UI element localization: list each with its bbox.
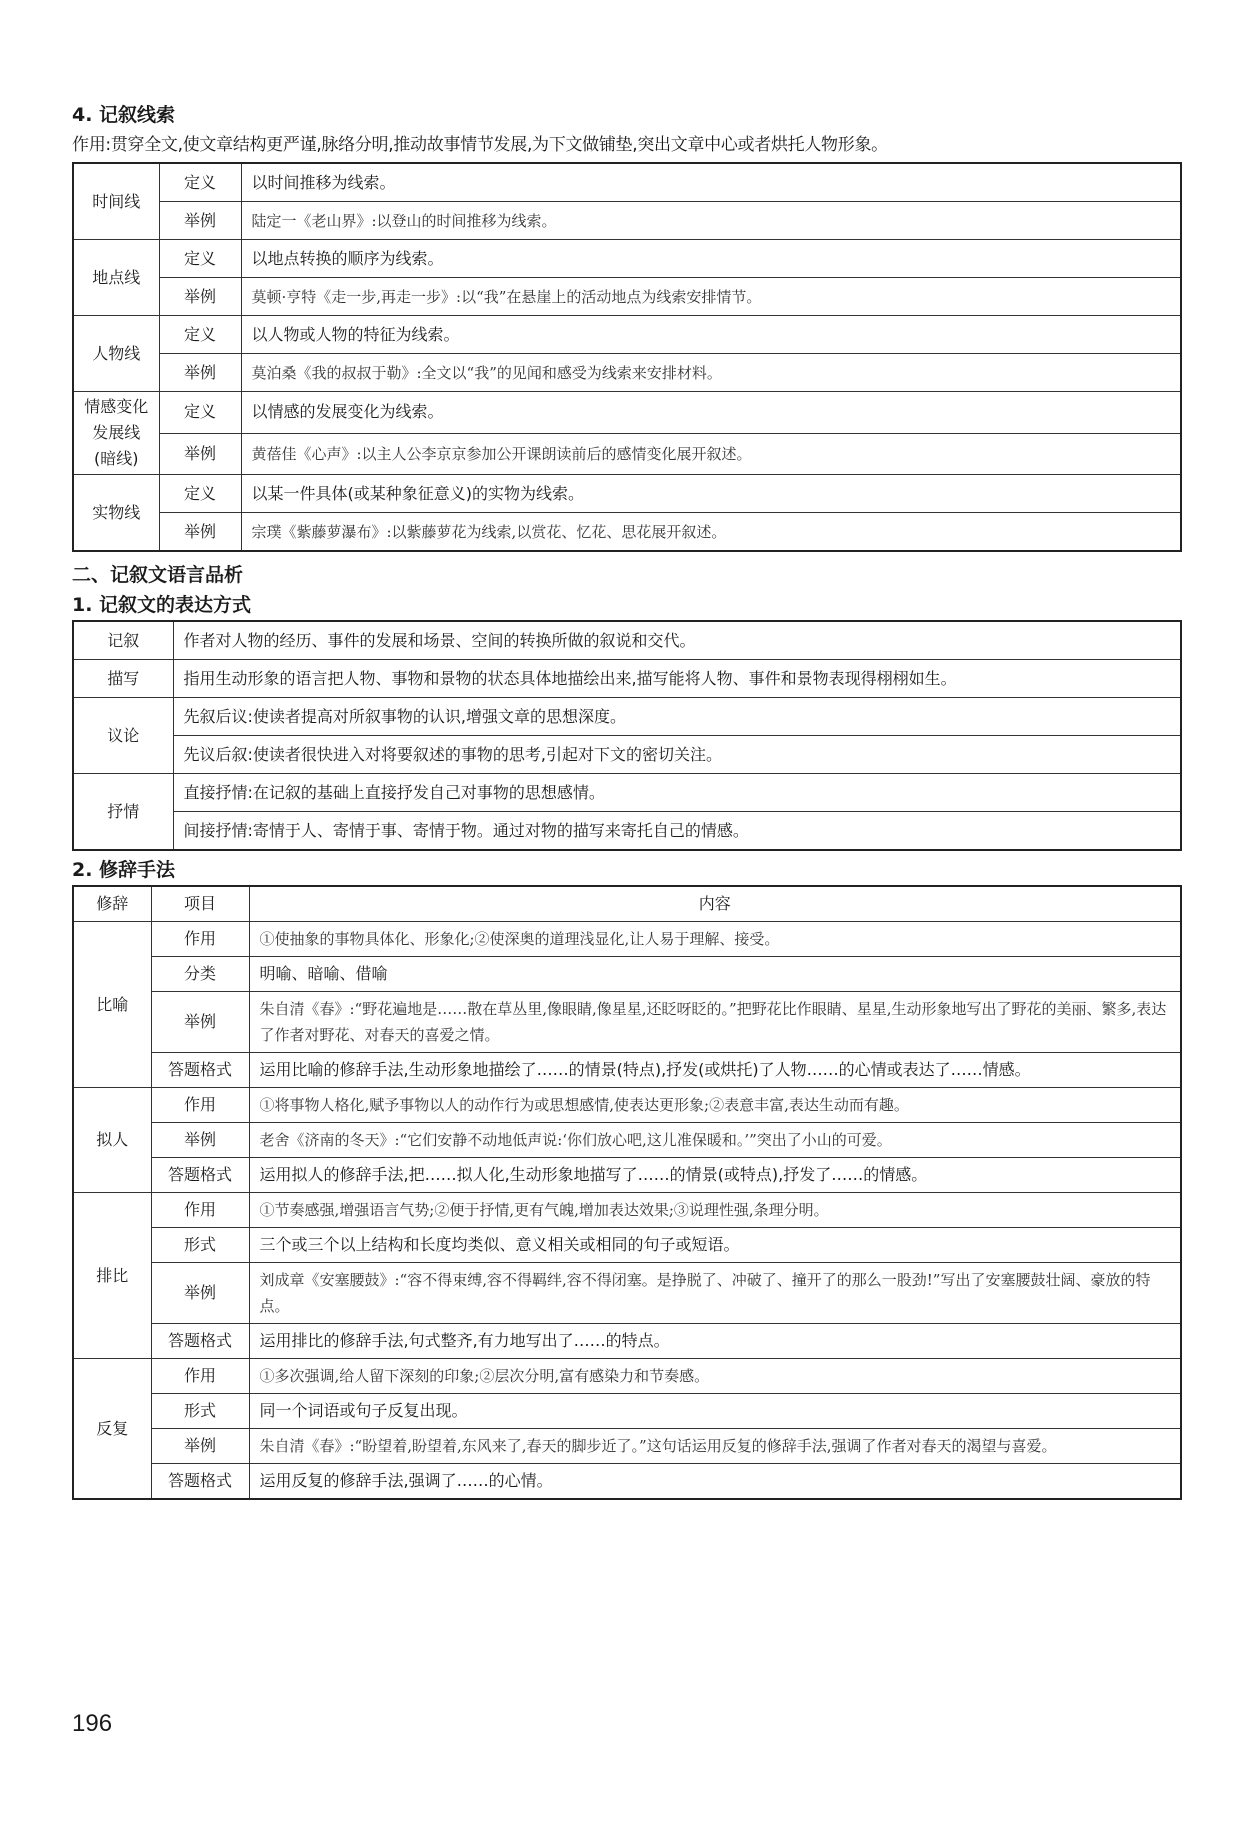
item-text: ①节奏感强,增强语言气势;②便于抒情,更有气魄,增加表达效果;③说理性强,条理分明。 xyxy=(249,1193,1181,1228)
definition-label: 定义 xyxy=(159,316,241,354)
item-label: 举例 xyxy=(151,1429,249,1464)
cell-text: 指用生动形象的语言把人物、事物和景物的状态具体地描绘出来,描写能将人物、事件和景物表现得栩栩如生。 xyxy=(173,660,1181,698)
cell-label: 记叙 xyxy=(73,621,173,660)
rhetoric-name: 拟人 xyxy=(73,1088,151,1193)
table-row xyxy=(73,1228,1181,1263)
item-text: 刘成章《安塞腰鼓》:“容不得束缚,容不得羁绊,容不得闭塞。是挣脱了、冲破了、撞开了的那么一股劲!”写出了安塞腰鼓壮阔、豪放的特点。 xyxy=(249,1263,1181,1324)
table-row xyxy=(73,1053,1181,1088)
example-label: 举例 xyxy=(159,433,241,475)
cell-text: 直接抒情:在记叙的基础上直接抒发自己对事物的思想感情。 xyxy=(173,774,1181,812)
item-label: 答题格式 xyxy=(151,1324,249,1359)
item-label: 举例 xyxy=(151,1263,249,1324)
definition-label: 定义 xyxy=(159,475,241,513)
table-row xyxy=(73,1263,1181,1324)
table-row xyxy=(73,1429,1181,1464)
part2-title: 二、记叙文语言品析 xyxy=(72,564,244,586)
item-text: 运用拟人的修辞手法,把……拟人化,生动形象地描写了……的情景(或特点),抒发了……的情感。 xyxy=(249,1158,1181,1193)
section-heading-clues: 4. 记叙线索 xyxy=(72,104,176,126)
cell-text: 间接抒情:寄情于人、寄情于事、寄情于物。通过对物的描写来寄托自己的情感。 xyxy=(173,812,1181,851)
cell-text: 先叙后议:使读者提高对所叙事物的认识,增强文章的思想深度。 xyxy=(173,698,1181,736)
definition-label: 定义 xyxy=(159,240,241,278)
definition-text: 以时间推移为线索。 xyxy=(241,163,1181,202)
example-label: 举例 xyxy=(159,278,241,316)
table-row xyxy=(73,992,1181,1053)
rhetoric-name: 比喻 xyxy=(73,922,151,1088)
item-text: 运用反复的修辞手法,强调了……的心情。 xyxy=(249,1464,1181,1500)
example-label: 举例 xyxy=(159,513,241,552)
item-label: 答题格式 xyxy=(151,1464,249,1500)
table-row xyxy=(73,812,1181,851)
clue-category: 人物线 xyxy=(73,316,159,392)
cell-label: 描写 xyxy=(73,660,173,698)
table-row xyxy=(73,1088,1181,1123)
table-row xyxy=(73,922,1181,957)
header-content: 内容 xyxy=(249,886,1181,922)
item-label: 作用 xyxy=(151,922,249,957)
table-row xyxy=(73,1394,1181,1429)
definition-text: 以人物或人物的特征为线索。 xyxy=(241,316,1181,354)
table-row xyxy=(73,1359,1181,1394)
item-label: 作用 xyxy=(151,1088,249,1123)
item-text: 运用排比的修辞手法,句式整齐,有力地写出了……的特点。 xyxy=(249,1324,1181,1359)
example-text: 宗璞《紫藤萝瀑布》:以紫藤萝花为线索,以赏花、忆花、思花展开叙述。 xyxy=(241,513,1181,552)
example-text: 莫泊桑《我的叔叔于勒》:全文以“我”的见闻和感受为线索来安排材料。 xyxy=(241,354,1181,392)
rhetoric-table xyxy=(72,885,1182,1500)
item-label: 形式 xyxy=(151,1228,249,1263)
table-row xyxy=(73,621,1181,660)
example-text: 莫顿·亨特《走一步,再走一步》:以“我”在悬崖上的活动地点为线索安排情节。 xyxy=(241,278,1181,316)
example-text: 黄蓓佳《心声》:以主人公李京京参加公开课朗读前后的感情变化展开叙述。 xyxy=(241,433,1181,475)
item-text: ①多次强调,给人留下深刻的印象;②层次分明,富有感染力和节奏感。 xyxy=(249,1359,1181,1394)
definition-text: 以情感的发展变化为线索。 xyxy=(241,392,1181,434)
clue-category: 实物线 xyxy=(73,475,159,552)
definition-label: 定义 xyxy=(159,392,241,434)
clue-category: 地点线 xyxy=(73,240,159,316)
definition-text: 以地点转换的顺序为线索。 xyxy=(241,240,1181,278)
example-label: 举例 xyxy=(159,202,241,240)
table-row xyxy=(73,240,1181,278)
table-row xyxy=(73,1464,1181,1500)
table-row xyxy=(73,957,1181,992)
cell-label: 抒情 xyxy=(73,774,173,851)
clues-intro: 作用:贯穿全文,使文章结构更严谨,脉络分明,推动故事情节发展,为下文做铺垫,突出文章中心或者烘托人物形象。 xyxy=(72,135,888,155)
rhetoric-heading: 2. 修辞手法 xyxy=(72,859,176,881)
table-row xyxy=(73,513,1181,552)
rhetoric-name: 反复 xyxy=(73,1359,151,1500)
table-row xyxy=(73,316,1181,354)
expression-table xyxy=(72,620,1182,851)
table-row xyxy=(73,433,1181,475)
table-row xyxy=(73,1123,1181,1158)
item-label: 答题格式 xyxy=(151,1053,249,1088)
cell-text: 作者对人物的经历、事件的发展和场景、空间的转换所做的叙说和交代。 xyxy=(173,621,1181,660)
page-content xyxy=(72,100,1182,1500)
clue-category: 情感变化 发展线 (暗线) xyxy=(73,392,159,475)
item-text: 运用比喻的修辞手法,生动形象地描绘了……的情景(特点),抒发(或烘托)了人物……的心情或表达了……情感。 xyxy=(249,1053,1181,1088)
cell-label: 议论 xyxy=(73,698,173,774)
table-row xyxy=(73,736,1181,774)
table-header-row xyxy=(73,886,1181,922)
table-row xyxy=(73,202,1181,240)
item-label: 分类 xyxy=(151,957,249,992)
item-label: 举例 xyxy=(151,1123,249,1158)
table-row xyxy=(73,1193,1181,1228)
table-row xyxy=(73,163,1181,202)
item-label: 形式 xyxy=(151,1394,249,1429)
table-row xyxy=(73,660,1181,698)
definition-text: 以某一件具体(或某种象征意义)的实物为线索。 xyxy=(241,475,1181,513)
table-row xyxy=(73,774,1181,812)
header-item: 项目 xyxy=(151,886,249,922)
item-text: ①将事物人格化,赋予事物以人的动作行为或思想感情,使表达更形象;②表意丰富,表达生动而有趣。 xyxy=(249,1088,1181,1123)
table-row xyxy=(73,475,1181,513)
item-label: 作用 xyxy=(151,1359,249,1394)
clues-table xyxy=(72,162,1182,552)
clue-category: 时间线 xyxy=(73,163,159,240)
table-row xyxy=(73,1324,1181,1359)
expression-heading: 1. 记叙文的表达方式 xyxy=(72,594,252,616)
definition-label: 定义 xyxy=(159,163,241,202)
item-text: ①使抽象的事物具体化、形象化;②使深奥的道理浅显化,让人易于理解、接受。 xyxy=(249,922,1181,957)
table-row xyxy=(73,698,1181,736)
item-text: 老舍《济南的冬天》:“它们安静不动地低声说:‘你们放心吧,这儿准保暖和。’”突出了小山的可爱。 xyxy=(249,1123,1181,1158)
cell-text: 先议后叙:使读者很快进入对将要叙述的事物的思考,引起对下文的密切关注。 xyxy=(173,736,1181,774)
table-row xyxy=(73,392,1181,434)
item-text: 三个或三个以上结构和长度均类似、意义相关或相同的句子或短语。 xyxy=(249,1228,1181,1263)
table-row xyxy=(73,1158,1181,1193)
example-text: 陆定一《老山界》:以登山的时间推移为线索。 xyxy=(241,202,1181,240)
table-row xyxy=(73,354,1181,392)
item-text: 同一个词语或句子反复出现。 xyxy=(249,1394,1181,1429)
item-label: 答题格式 xyxy=(151,1158,249,1193)
table-row xyxy=(73,278,1181,316)
page-number: 196 xyxy=(72,1710,113,1737)
item-text: 明喻、暗喻、借喻 xyxy=(249,957,1181,992)
example-label: 举例 xyxy=(159,354,241,392)
header-type: 修辞 xyxy=(73,886,151,922)
rhetoric-name: 排比 xyxy=(73,1193,151,1359)
item-text: 朱自清《春》:“盼望着,盼望着,东风来了,春天的脚步近了。”这句话运用反复的修辞手法,强调了作者对春天的渴望与喜爱。 xyxy=(249,1429,1181,1464)
item-label: 举例 xyxy=(151,992,249,1053)
item-label: 作用 xyxy=(151,1193,249,1228)
item-text: 朱自清《春》:“野花遍地是……散在草丛里,像眼睛,像星星,还眨呀眨的。”把野花比作眼睛、星星,生动形象地写出了野花的美丽、繁多,表达了作者对野花、对春天的喜爱之情。 xyxy=(249,992,1181,1053)
